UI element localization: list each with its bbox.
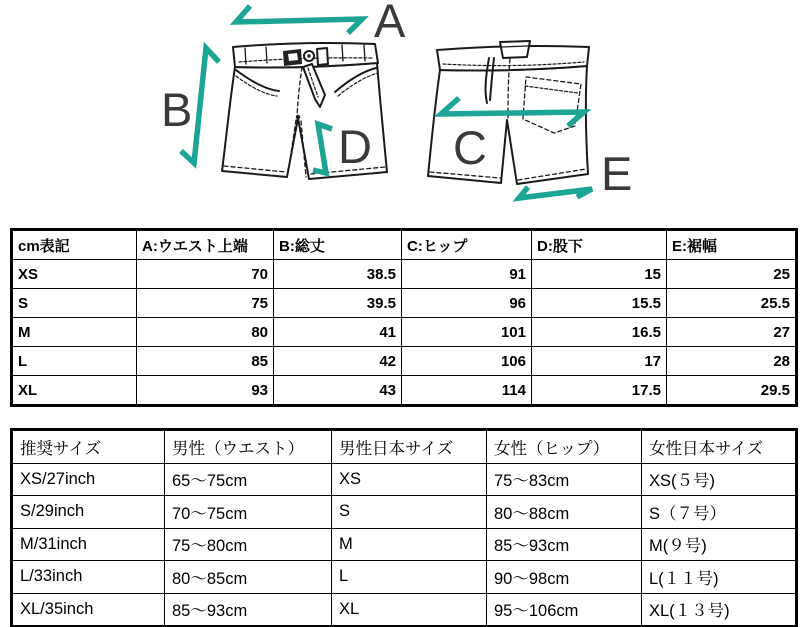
value-cell: 43 (274, 376, 402, 406)
value-cell: 15.5 (532, 289, 667, 318)
row-label-cell: L/33inch (12, 561, 165, 594)
header-cell: E:裾幅 (667, 230, 797, 260)
value-cell: 15 (532, 260, 667, 289)
value-cell: 114 (402, 376, 532, 406)
value-cell: 27 (667, 318, 797, 347)
table-row (12, 347, 797, 376)
value-cell: 85～93cm (165, 593, 332, 627)
row-label-cell: L (12, 347, 137, 376)
value-cell: 106 (402, 347, 532, 376)
value-cell: 70～75cm (165, 496, 332, 529)
value-cell: 93 (137, 376, 274, 406)
arrow-a-waist (236, 6, 362, 33)
table-row (12, 528, 797, 561)
value-cell: 80～85cm (165, 561, 332, 594)
value-cell: 80～88cm (487, 496, 642, 529)
value-cell: 25 (667, 260, 797, 289)
row-label-cell: XL (12, 376, 137, 406)
value-cell: 39.5 (274, 289, 402, 318)
value-cell: 95～106cm (487, 593, 642, 627)
table-row (12, 561, 797, 594)
recommended-size-table (10, 428, 798, 627)
header-cell: cm表記 (12, 230, 137, 260)
value-cell: 85 (137, 347, 274, 376)
value-cell: 38.5 (274, 260, 402, 289)
front-belt-buckle-slot (288, 53, 298, 61)
header-cell: C:ヒップ (402, 230, 532, 260)
value-cell: 91 (402, 260, 532, 289)
value-cell: 90～98cm (487, 561, 642, 594)
row-label-cell: S/29inch (12, 496, 165, 529)
value-cell: 42 (274, 347, 402, 376)
label-c: C (453, 121, 487, 174)
value-cell: XL(１３号) (642, 593, 797, 627)
header-cell: A:ウエスト上端 (137, 230, 274, 260)
table-row (12, 463, 797, 496)
front-button-hole (307, 54, 310, 57)
value-cell: 75 (137, 289, 274, 318)
row-label-cell: XL/35inch (12, 593, 165, 627)
row-label-cell: M/31inch (12, 528, 165, 561)
value-cell: 75～80cm (165, 528, 332, 561)
value-cell: XS(５号) (642, 463, 797, 496)
table-row (12, 593, 797, 627)
front-crotch-point (296, 115, 300, 119)
header-cell: 女性日本サイズ (642, 430, 797, 464)
value-cell: 16.5 (532, 318, 667, 347)
value-cell: 70 (137, 260, 274, 289)
value-cell: 101 (402, 318, 532, 347)
value-cell: L(１１号) (642, 561, 797, 594)
value-cell: XL (332, 593, 487, 627)
value-cell: S（７号） (642, 496, 797, 529)
label-e: E (601, 147, 633, 200)
row-label-cell: XS/27inch (12, 463, 165, 496)
label-a: A (374, 0, 406, 47)
header-cell: 推奨サイズ (12, 430, 165, 464)
value-cell: L (332, 561, 487, 594)
front-belt-keeper (317, 48, 328, 65)
table-row (12, 496, 797, 529)
header-cell: B:総丈 (274, 230, 402, 260)
back-belt-loop (500, 41, 530, 58)
shorts-measurement-diagram (0, 0, 800, 226)
header-cell: 男性日本サイズ (332, 430, 487, 464)
measurements-table (10, 228, 798, 407)
table-row (12, 376, 797, 406)
recommended-header-row (12, 430, 797, 464)
value-cell: 96 (402, 289, 532, 318)
value-cell: 75～83cm (487, 463, 642, 496)
value-cell: 17 (532, 347, 667, 376)
header-cell: 男性（ウエスト） (165, 430, 332, 464)
value-cell: M (332, 528, 487, 561)
row-label-cell: S (12, 289, 137, 318)
arrow-e-hem (519, 187, 592, 198)
table-row (12, 318, 797, 347)
value-cell: 65～75cm (165, 463, 332, 496)
value-cell: 28 (667, 347, 797, 376)
header-cell: D:股下 (532, 230, 667, 260)
table-row (12, 289, 797, 318)
value-cell: 85～93cm (487, 528, 642, 561)
value-cell: 41 (274, 318, 402, 347)
header-cell: 女性（ヒップ） (487, 430, 642, 464)
value-cell: 17.5 (532, 376, 667, 406)
value-cell: M(９号) (642, 528, 797, 561)
table-row (12, 260, 797, 289)
row-label-cell: M (12, 318, 137, 347)
value-cell: S (332, 496, 487, 529)
value-cell: 29.5 (667, 376, 797, 406)
measurements-header-row (12, 230, 797, 260)
row-label-cell: XS (12, 260, 137, 289)
value-cell: XS (332, 463, 487, 496)
value-cell: 25.5 (667, 289, 797, 318)
value-cell: 80 (137, 318, 274, 347)
label-d: D (338, 120, 372, 173)
label-b: B (161, 83, 193, 136)
